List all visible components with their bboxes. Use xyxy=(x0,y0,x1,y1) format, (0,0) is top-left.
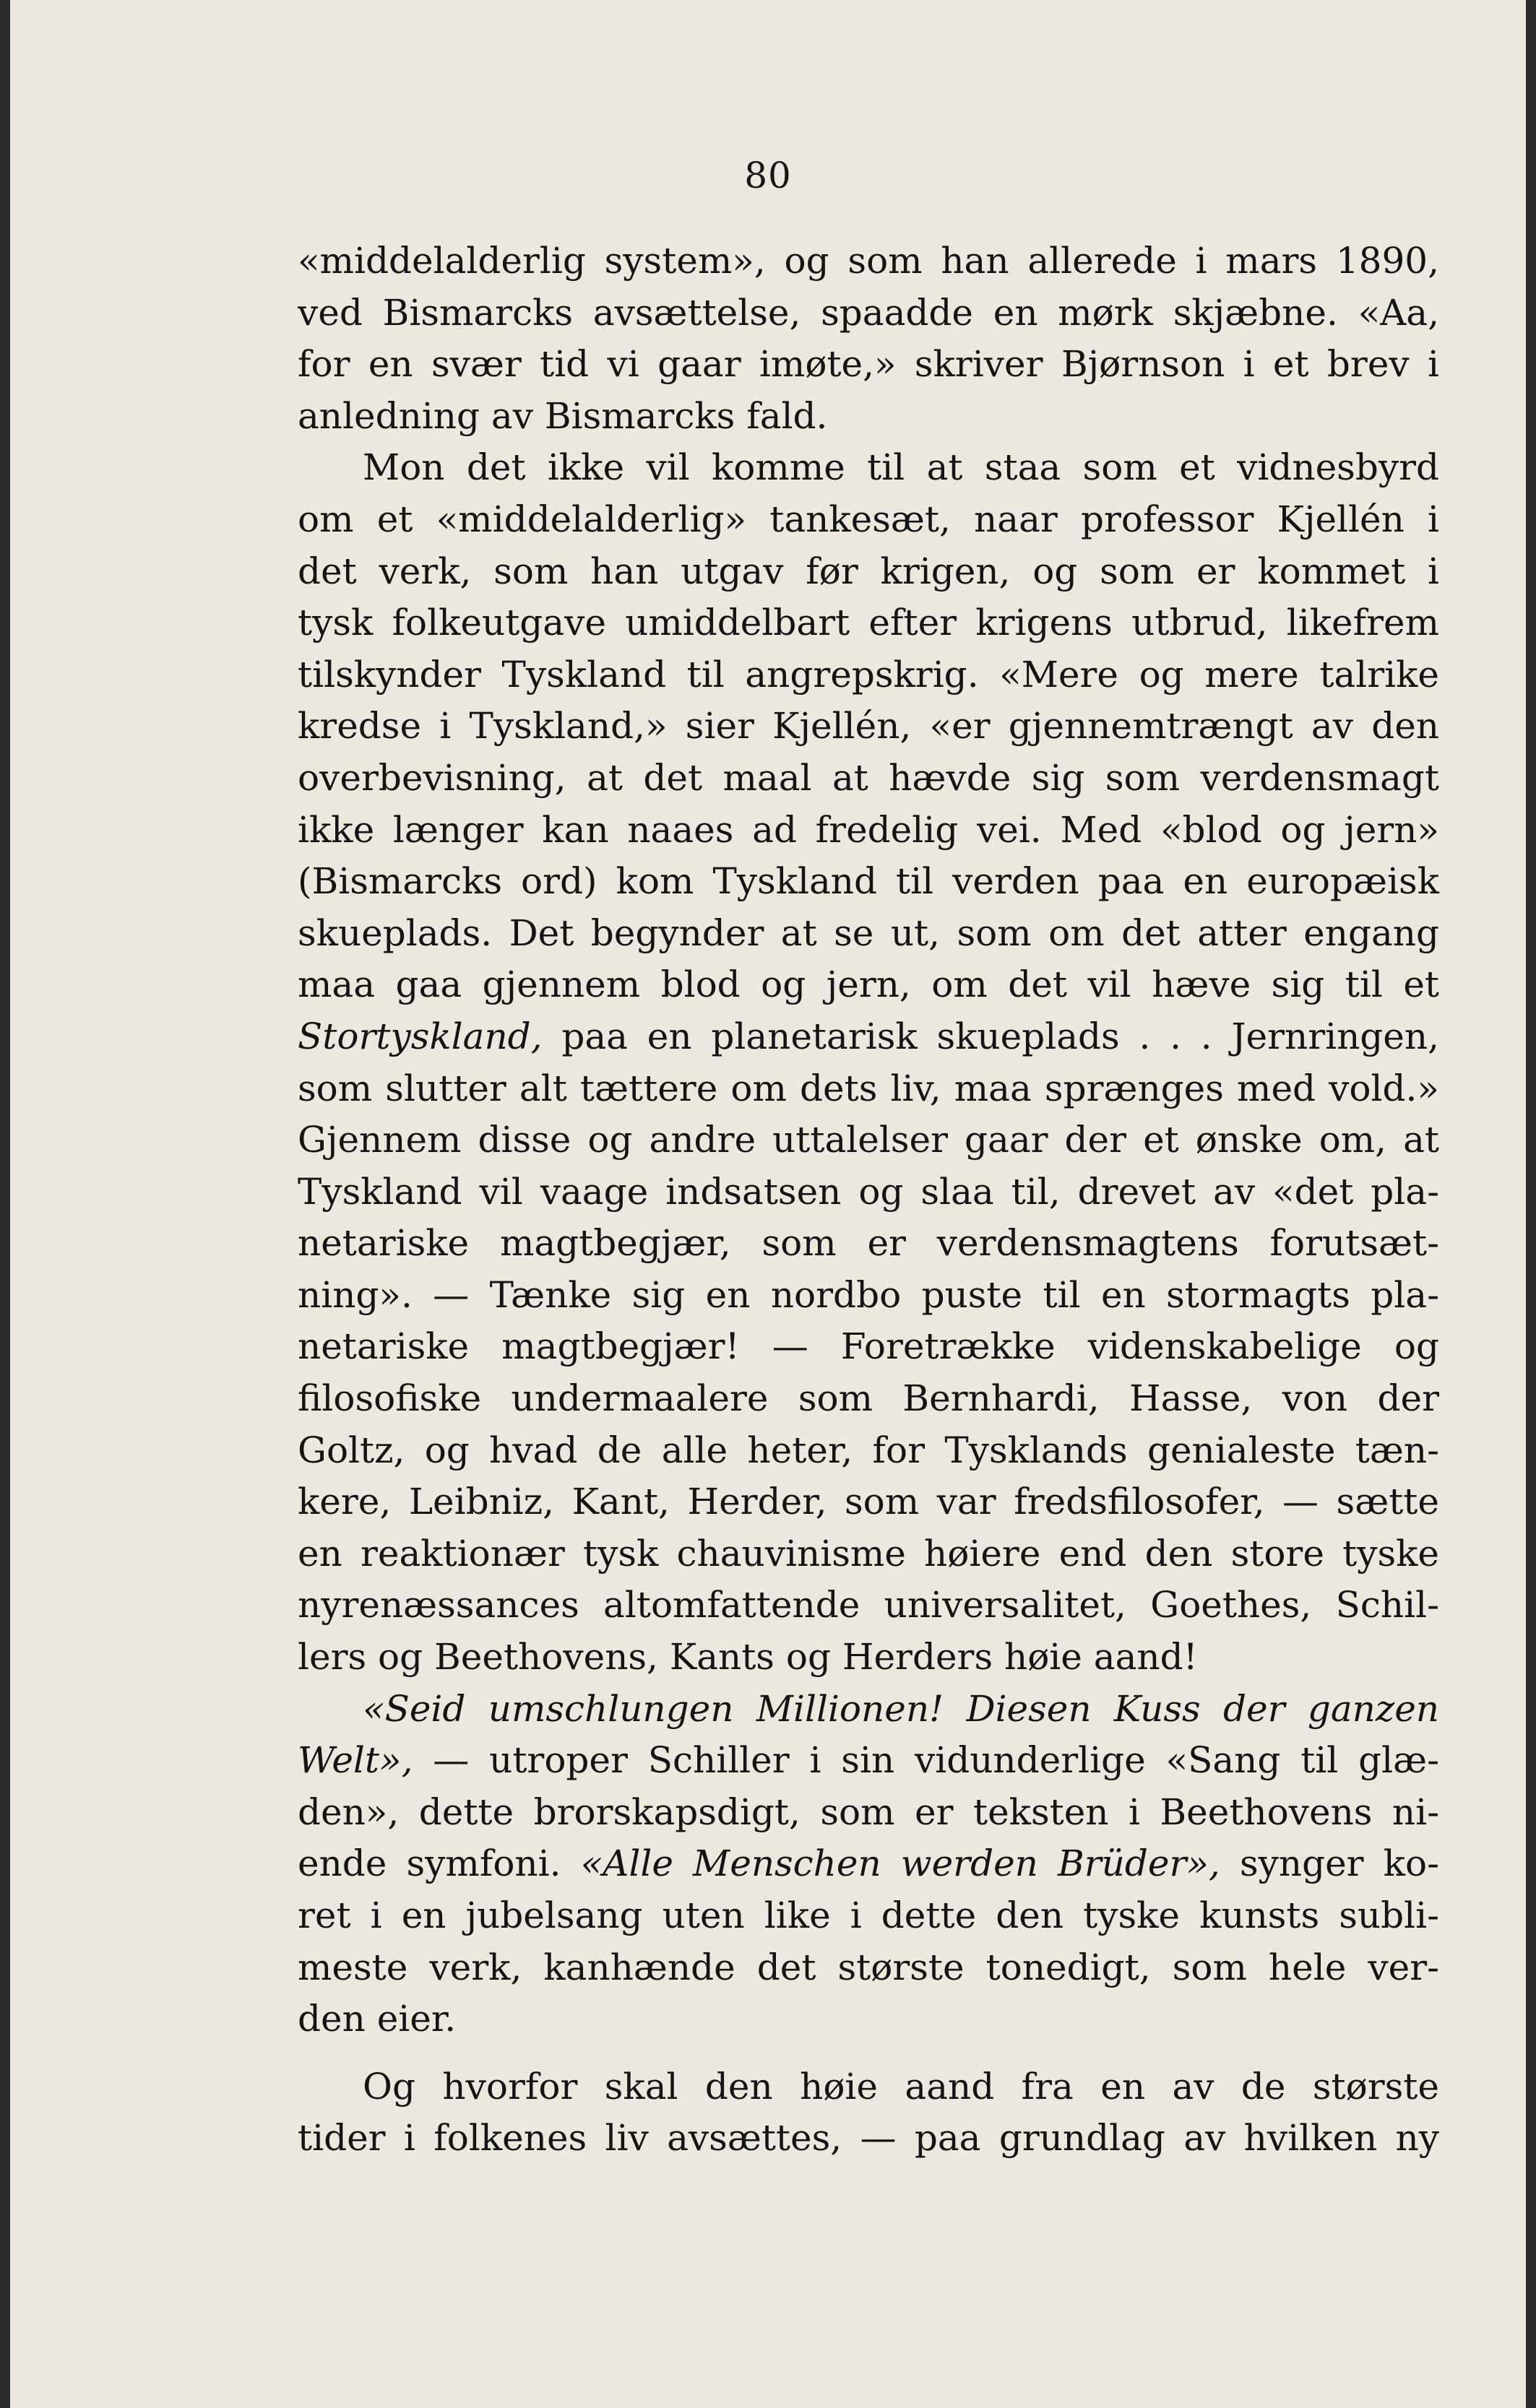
text-line: som slutter alt tættere om dets liv, maa sprænges med vold.» xyxy=(298,1067,1439,1109)
text-line: en reaktionær tysk chauvinisme høiere end den store tyske xyxy=(298,1532,1439,1575)
body-text xyxy=(298,235,1439,2165)
text-line: filosofiske undermaalere som Bernhardi, Hasse, von der xyxy=(298,1377,1439,1420)
text-line: det verk, som han utgav før krigen, og som er kommet i xyxy=(298,550,1439,592)
text-line: «middelalderlig system», og som han allerede i mars 1890, xyxy=(298,240,1439,282)
text-span: — utroper Schiller i sin vidunderlige «Sang til glæ- xyxy=(413,1739,1439,1782)
text-line: maa gaa gjennem blod og jern, om det vil hæve sig til et xyxy=(298,963,1439,1006)
text-line: netariske magtbegjær! — Foretrække videnskabelige og xyxy=(298,1325,1439,1368)
italic-text: «Alle Menschen werden Brüder», xyxy=(580,1842,1220,1885)
text-line: overbevisning, at det maal at hævde sig som verdensmagt xyxy=(298,756,1439,799)
text-span: ende symfoni. xyxy=(298,1842,581,1885)
italic-text: Stortyskland, xyxy=(298,1015,543,1057)
text-line: lers og Beethovens, Kants og Herders høie aand! xyxy=(298,1636,1198,1679)
text-line-mixed xyxy=(298,1735,1439,1787)
italic-text: Welt», xyxy=(298,1739,413,1782)
text-line: meste verk, kanhænde det største tonedigt, som hele ver- xyxy=(298,1946,1439,1988)
text-line: for en svær tid vi gaar imøte,» skriver Bjørnson i et brev i xyxy=(298,343,1439,386)
paragraph-gap xyxy=(298,2045,1439,2061)
text-line: anledning av Bismarcks fald. xyxy=(298,394,828,437)
text-line: tysk folkeutgave umiddelbart efter krigens utbrud, likefrem xyxy=(298,602,1439,644)
text-span: paa en planetarisk skueplads . . . Jernringen, xyxy=(561,1015,1439,1057)
text-line: netariske magtbegjær, som er verdensmagtens forutsæt- xyxy=(298,1222,1439,1265)
text-line-mixed xyxy=(298,1011,1439,1063)
text-line: ikke længer kan naaes ad fredelig vei. Med «blod og jern» xyxy=(298,808,1439,851)
text-line: skueplads. Det begynder at se ut, som om det atter engang xyxy=(298,911,1439,954)
page-number: 80 xyxy=(744,155,792,196)
italic-text: «Seid umschlungen Millionen! Diesen Kuss der ganzen xyxy=(363,1687,1439,1730)
text-line: Gjennem disse og andre uttalelser gaar der et ønske om, at xyxy=(298,1119,1439,1161)
text-line: den eier. xyxy=(298,1998,457,2040)
text-line-mixed xyxy=(298,1838,1439,1890)
text-line: ret i en jubelsang uten like i dette den tyske kunsts subli- xyxy=(298,1894,1439,1936)
text-line: Mon det ikke vil komme til at staa som et vidnesbyrd xyxy=(363,446,1439,489)
text-line-italic xyxy=(298,1684,1439,1736)
text-line: (Bismarcks ord) kom Tyskland til verden paa en europæisk xyxy=(298,860,1439,903)
text-line: tider i folkenes liv avsættes, — paa grundlag av hvilken ny xyxy=(298,2117,1439,2160)
text-line: ved Bismarcks avsættelse, spaadde en mørk skjæbne. «Aa, xyxy=(298,291,1439,334)
text-line: den», dette brorskapsdigt, som er teksten i Beethovens ni- xyxy=(298,1790,1439,1833)
text-line: kredse i Tyskland,» sier Kjellén, «er gjennemtrængt av den xyxy=(298,705,1439,748)
text-line: Og hvorfor skal den høie aand fra en av de største xyxy=(363,2065,1439,2108)
text-span: synger ko- xyxy=(1220,1842,1439,1885)
text-line: Tyskland vil vaage indsatsen og slaa til, drevet av «det pla- xyxy=(298,1170,1439,1213)
text-line: ning». — Tænke sig en nordbo puste til en stormagts pla- xyxy=(298,1273,1439,1316)
text-line: tilskynder Tyskland til angrepskrig. «Mere og mere talrike xyxy=(298,653,1439,696)
text-line: Goltz, og hvad de alle heter, for Tysklands genialeste tæn- xyxy=(298,1429,1439,1471)
text-line: kere, Leibniz, Kant, Herder, som var fredsfilosofer, — sætte xyxy=(298,1481,1439,1523)
text-line: nyrenæssances altomfattende universalitet, Goethes, Schil- xyxy=(298,1584,1439,1627)
text-line: om et «middelalderlig» tankesæt, naar professor Kjellén i xyxy=(298,498,1439,540)
